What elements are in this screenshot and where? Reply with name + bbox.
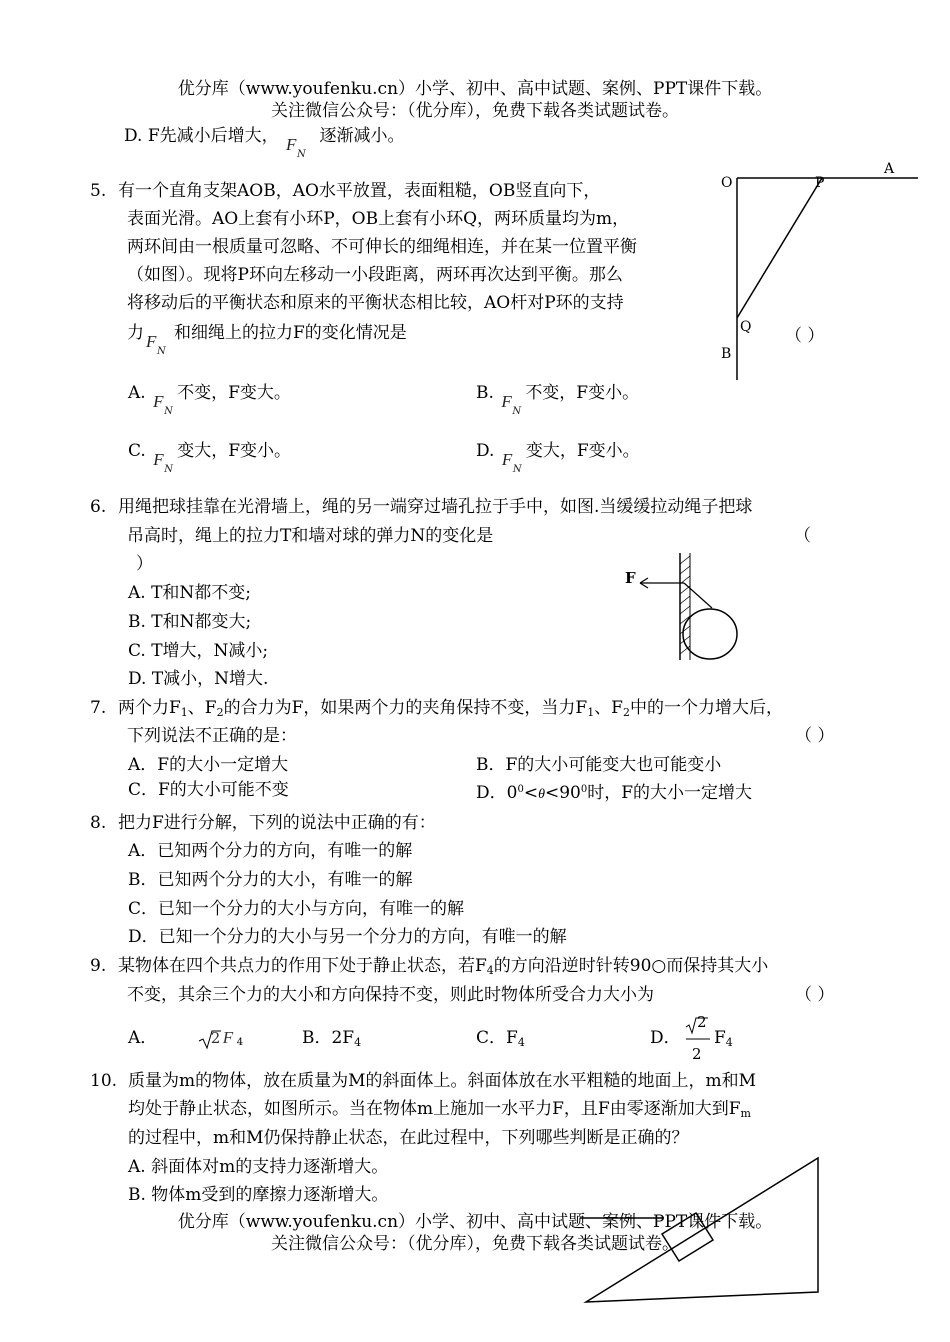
q9-option-c: C．$F_4$ <box>476 1028 525 1049</box>
q9-number: 9. <box>90 956 107 976</box>
rope-pq <box>737 178 822 318</box>
q5-option-c: C. F N 变大，F变小。 <box>128 441 292 475</box>
q6-line-2: 吊高时，绳上的拉力T和墙对球的弹力N的变化是 <box>127 526 494 546</box>
q6-fig-label-f: F <box>625 569 636 587</box>
q9-line-1: 某物体在四个共点力的作用下处于静止状态，若$F_4$的方向沿逆时针转90○而保持其大小 <box>118 956 769 977</box>
q8-number: 8. <box>90 813 107 833</box>
q7-line-1: 两个力$F_1$、$F_2$的合力为F，如果两个力的夹角保持不变，当力$F_1$、$F_2$中的一个力增大后， <box>118 698 783 719</box>
label-a: A <box>884 161 895 177</box>
q6-paren-open: （ <box>794 526 811 546</box>
ball <box>683 609 737 659</box>
header-line-2: 关注微信公众号：（优分库），免费下载各类试题试卷。 <box>271 101 679 121</box>
q6-option-b: B. T和N都变大; <box>128 612 252 632</box>
q5-number: 5. <box>90 181 107 201</box>
q10-line-2: 均处于静止状态，如图所示。当在物体m上施加一水平力F，且F由零逐渐加大到$F_m$ <box>128 1099 751 1120</box>
label-b: B <box>721 346 732 362</box>
fn-symbol: F N <box>286 135 306 160</box>
q10-option-a: A. 斜面体对m的支持力逐渐增大。 <box>128 1157 389 1177</box>
fn-symbol: F N <box>146 332 166 357</box>
q7-option-b: B．F的大小可能变大也可能变小 <box>476 755 722 775</box>
q10-number: 10. <box>90 1071 118 1091</box>
q8-stem: 把力F进行分解，下列的说法中正确的有： <box>118 813 436 833</box>
q10-incline-figure <box>580 1150 830 1310</box>
q5-option-b: B. F N 不变，F变小。 <box>476 383 640 417</box>
q6-option-c: C. T增大，N减小; <box>128 641 269 661</box>
q7-answer-paren: （ ） <box>795 726 835 746</box>
q9-line-2: 不变，其余三个力的大小和方向保持不变，则此时物体所受合力大小为 <box>127 985 654 1005</box>
fn-symbol: F N <box>501 392 522 417</box>
label-o: O <box>721 175 733 191</box>
q5-line-5: 将移动后的平衡状态和原来的平衡状态相比较，AO杆对P环的支持 <box>127 293 624 313</box>
q8-option-b: B．已知两个分力的大小，有唯一的解 <box>128 870 413 890</box>
q5-option-a: A. F N 不变，F变大。 <box>128 383 291 417</box>
header-line-1: 优分库（www.youfenku.cn）小学、初中、高中试题、案例、PPT课件下载。 <box>177 79 773 99</box>
q5-answer-paren: （ ） <box>785 326 825 346</box>
q8-option-c: C．已知一个分力的大小与方向，有唯一的解 <box>128 899 465 919</box>
q9-option-a: A． 2 F 4 <box>128 1027 209 1049</box>
q9-d-force: $F_4$ <box>714 1028 733 1049</box>
incline <box>586 1158 818 1302</box>
fn-symbol: F N <box>153 450 173 475</box>
q5-line-1: 有一个直角支架AOB，AO水平放置，表面粗糙，OB竖直向下， <box>118 181 601 201</box>
q5-line-2: 表面光滑。AO上套有小环P，OB上套有小环Q，两环质量均为m， <box>127 209 630 229</box>
q9-option-b: B．$2F_4$ <box>302 1028 362 1049</box>
q4-option-d: D. F先减小后增大， F N 逐渐减小。 <box>124 126 405 160</box>
q9-d-denominator: 2 <box>692 1045 702 1063</box>
q5-option-d: D. F N 变大，F变小。 <box>476 441 640 475</box>
q6-option-a: A. T和N都不变; <box>128 583 252 603</box>
q9-answer-paren: （ ） <box>795 985 835 1005</box>
q8-option-a: A．已知两个分力的方向，有唯一的解 <box>128 841 413 861</box>
wall-hatch <box>680 556 690 654</box>
fn-symbol: F N <box>153 392 173 417</box>
q5-line-4: （如图）。现将P环向左移动一小段距离，两环再次达到平衡。那么 <box>127 265 623 285</box>
q10-line-3: 的过程中，m和M仍保持静止状态，在此过程中，下列哪些判断是正确的？ <box>128 1128 689 1148</box>
q7-number: 7. <box>90 698 107 718</box>
q7-option-c: C．F的大小可能不变 <box>128 780 289 800</box>
q6-number: 6. <box>90 497 107 517</box>
q10-line-1: 质量为m的物体，放在质量为M的斜面体上。斜面体放在水平粗糙的地面上，m和M <box>128 1071 757 1091</box>
label-p: P <box>815 175 825 191</box>
q6-paren-close: ） <box>136 554 153 574</box>
q7-option-a: A．F的大小一定增大 <box>128 755 289 775</box>
q5-line-3: 两环间由一根质量可忽略、不可伸长的细绳相连，并在某一位置平衡 <box>127 237 637 257</box>
hanging-rope <box>684 583 712 608</box>
q5-support-figure <box>700 160 920 390</box>
q8-option-d: D．已知一个分力的大小与另一个分力的方向，有唯一的解 <box>128 927 567 947</box>
q7-option-d: D．$0^0<\theta<90^0$时，F的大小一定增大 <box>476 783 753 803</box>
q6-line-1: 用绳把球挂靠在光滑墙上，绳的另一端穿过墙孔拉于手中，如图.当缓缓拉动绳子把球 <box>118 497 753 517</box>
q9-d-numerator: 2 <box>697 1013 707 1031</box>
q9-option-d: D． <box>650 1028 681 1048</box>
footer-line-1: 优分库（www.youfenku.cn）小学、初中、高中试题、案例、PPT课件下载。 <box>177 1212 773 1232</box>
label-q: Q <box>740 319 752 335</box>
q10-option-b: B. 物体m受到的摩擦力逐渐增大。 <box>128 1185 389 1205</box>
fn-symbol: F N <box>501 450 522 475</box>
footer-line-2: 关注微信公众号：（优分库），免费下载各类试题试卷。 <box>271 1234 679 1254</box>
q7-line-2: 下列说法不正确的是： <box>127 726 297 746</box>
q6-ball-wall-figure <box>620 550 750 665</box>
q5-line-6: 力 F N 和细绳上的拉力F的变化情况是 <box>127 323 407 357</box>
q6-option-d: D. T减小，N增大. <box>128 669 269 689</box>
block-m <box>662 1213 713 1261</box>
